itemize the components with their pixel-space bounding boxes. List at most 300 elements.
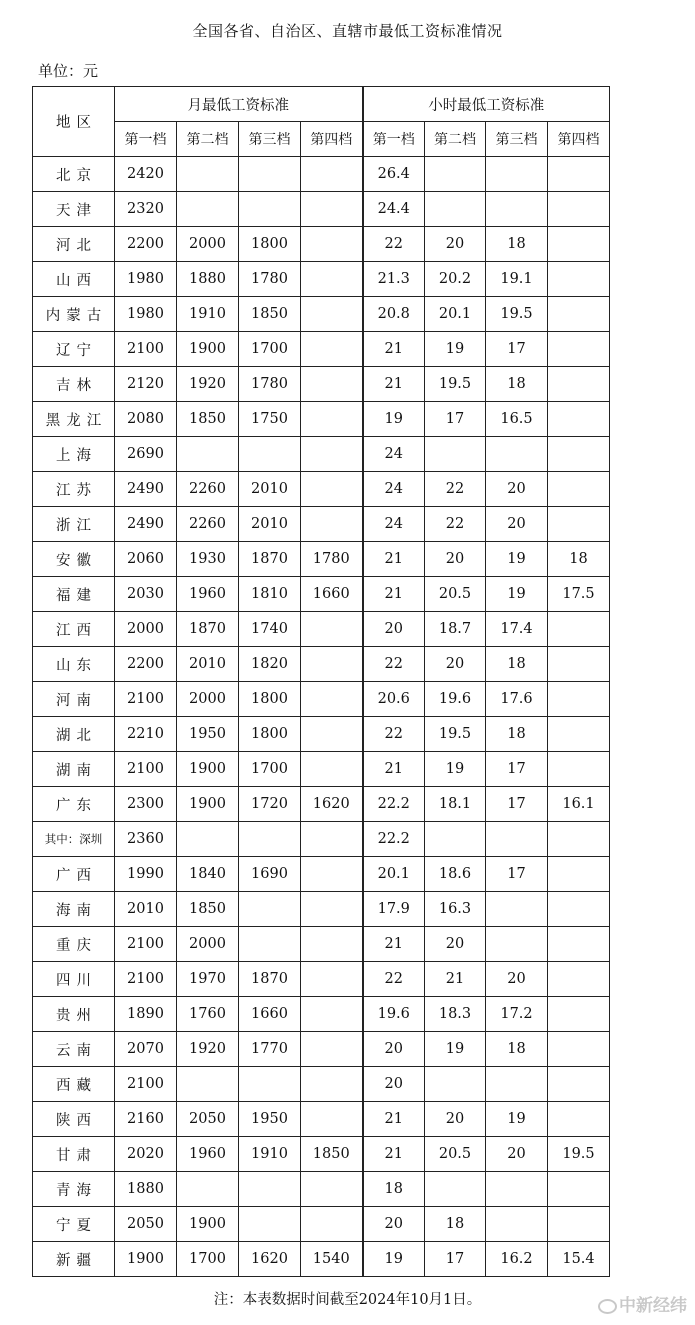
hourly-value-cell: [548, 507, 610, 542]
monthly-value-cell: 2100: [115, 962, 177, 997]
monthly-value-cell: 2080: [115, 402, 177, 437]
table-row: [33, 1102, 610, 1137]
hourly-value-cell: [425, 822, 486, 857]
hourly-value-cell: 19: [425, 1032, 486, 1067]
monthly-value-cell: 1660: [239, 997, 301, 1032]
monthly-value-cell: [301, 227, 363, 262]
monthly-value-cell: 1920: [177, 367, 239, 402]
monthly-value-cell: 1620: [239, 1242, 301, 1277]
region-cell: 广西: [33, 857, 115, 892]
hourly-value-cell: 20: [363, 1067, 425, 1102]
monthly-value-cell: 2200: [115, 227, 177, 262]
monthly-value-cell: 1810: [239, 577, 301, 612]
region-cell: 江西: [33, 612, 115, 647]
monthly-value-cell: 1780: [239, 367, 301, 402]
monthly-value-cell: 1700: [239, 752, 301, 787]
footnote: 注：本表数据时间截至2024年10月1日。: [213, 1292, 482, 1308]
hourly-value-cell: [548, 227, 610, 262]
monthly-value-cell: 1740: [239, 612, 301, 647]
monthly-value-cell: 1880: [177, 262, 239, 297]
hourly-value-cell: 20: [486, 1137, 548, 1172]
monthly-value-cell: 1870: [239, 962, 301, 997]
region-cell: 辽宁: [33, 332, 115, 367]
monthly-value-cell: [301, 822, 363, 857]
monthly-value-cell: [301, 612, 363, 647]
monthly-value-cell: [177, 822, 239, 857]
region-cell: 宁夏: [33, 1207, 115, 1242]
hourly-value-cell: [548, 1207, 610, 1242]
hourly-value-cell: 17: [486, 857, 548, 892]
table-title: 全国各省、自治区、直辖市最低工资标准情况: [192, 22, 503, 40]
hourly-value-cell: [425, 1067, 486, 1102]
hourly-value-cell: [548, 752, 610, 787]
monthly-value-cell: 1780: [301, 542, 363, 577]
table-row: [33, 1207, 610, 1242]
hourly-value-cell: 20: [425, 1102, 486, 1137]
monthly-value-cell: 2050: [177, 1102, 239, 1137]
monthly-value-cell: 2010: [115, 892, 177, 927]
monthly-value-cell: 2100: [115, 1067, 177, 1102]
monthly-value-cell: [239, 437, 301, 472]
monthly-value-cell: 2490: [115, 507, 177, 542]
table-row: [33, 612, 610, 647]
hourly-value-cell: [548, 402, 610, 437]
hourly-value-cell: 20.5: [425, 1137, 486, 1172]
region-cell: 内蒙古: [33, 297, 115, 332]
monthly-value-cell: 2000: [115, 612, 177, 647]
monthly-value-cell: [239, 1067, 301, 1102]
hourly-value-cell: 21.3: [363, 262, 425, 297]
table-row: [33, 1242, 610, 1277]
monthly-value-cell: 1900: [177, 752, 239, 787]
hourly-value-cell: 20.2: [425, 262, 486, 297]
unit-label: 单位：元: [38, 62, 99, 80]
hourly-value-cell: [486, 822, 548, 857]
hourly-value-cell: 17.4: [486, 612, 548, 647]
monthly-value-cell: [177, 437, 239, 472]
hourly-value-cell: 21: [363, 1137, 425, 1172]
monthly-value-cell: 2260: [177, 472, 239, 507]
monthly-value-cell: 1970: [177, 962, 239, 997]
monthly-value-cell: [301, 752, 363, 787]
monthly-value-cell: 2060: [115, 542, 177, 577]
hourly-value-cell: 20: [425, 927, 486, 962]
monthly-value-cell: 1990: [115, 857, 177, 892]
hourly-tier-header: 第二档: [425, 122, 486, 157]
monthly-value-cell: 1920: [177, 1032, 239, 1067]
table-body: [33, 157, 610, 1277]
hourly-value-cell: 19: [363, 402, 425, 437]
monthly-value-cell: 2210: [115, 717, 177, 752]
hourly-value-cell: [548, 1102, 610, 1137]
hourly-value-cell: 20: [425, 542, 486, 577]
table-row: [33, 647, 610, 682]
hourly-value-cell: 24: [363, 472, 425, 507]
monthly-value-cell: 2100: [115, 682, 177, 717]
monthly-value-cell: 1900: [115, 1242, 177, 1277]
monthly-value-cell: 1980: [115, 262, 177, 297]
hourly-value-cell: [548, 367, 610, 402]
table-row: [33, 822, 610, 857]
hourly-value-cell: [486, 927, 548, 962]
hourly-value-cell: [548, 717, 610, 752]
table-row: [33, 1172, 610, 1207]
hourly-value-cell: 20.1: [425, 297, 486, 332]
hourly-value-cell: 20.6: [363, 682, 425, 717]
region-cell: 吉林: [33, 367, 115, 402]
monthly-value-cell: 1850: [239, 297, 301, 332]
monthly-value-cell: 1700: [239, 332, 301, 367]
monthly-value-cell: 2070: [115, 1032, 177, 1067]
monthly-value-cell: 2100: [115, 927, 177, 962]
hourly-value-cell: 19.6: [425, 682, 486, 717]
table-row: [33, 402, 610, 437]
region-cell: 天津: [33, 192, 115, 227]
hourly-value-cell: 17.2: [486, 997, 548, 1032]
monthly-value-cell: 2050: [115, 1207, 177, 1242]
monthly-value-cell: 2010: [239, 507, 301, 542]
header-row-tiers: [33, 122, 610, 157]
hourly-value-cell: 20: [486, 472, 548, 507]
hourly-value-cell: [548, 857, 610, 892]
table-row: [33, 857, 610, 892]
hourly-value-cell: [548, 192, 610, 227]
hourly-value-cell: [548, 997, 610, 1032]
region-cell: 黑龙江: [33, 402, 115, 437]
monthly-value-cell: 2000: [177, 682, 239, 717]
hourly-value-cell: 17: [486, 752, 548, 787]
hourly-value-cell: [486, 1172, 548, 1207]
hourly-value-cell: 19: [425, 752, 486, 787]
table-row: [33, 682, 610, 717]
monthly-value-cell: 2160: [115, 1102, 177, 1137]
region-cell: 湖北: [33, 717, 115, 752]
monthly-value-cell: 2420: [115, 157, 177, 192]
monthly-value-cell: 2000: [177, 227, 239, 262]
hourly-value-cell: 19: [486, 1102, 548, 1137]
monthly-value-cell: 1850: [177, 402, 239, 437]
hourly-value-cell: 18: [486, 227, 548, 262]
hourly-value-cell: 20: [486, 507, 548, 542]
monthly-value-cell: [239, 927, 301, 962]
monthly-value-cell: 1660: [301, 577, 363, 612]
region-cell: 上海: [33, 437, 115, 472]
region-cell: 北京: [33, 157, 115, 192]
monthly-value-cell: [301, 437, 363, 472]
hourly-value-cell: [425, 1172, 486, 1207]
hourly-value-cell: 20: [363, 1207, 425, 1242]
hourly-value-cell: 18: [486, 717, 548, 752]
monthly-value-cell: 2260: [177, 507, 239, 542]
monthly-value-cell: 1900: [177, 1207, 239, 1242]
hourly-value-cell: 22: [425, 472, 486, 507]
monthly-value-cell: [301, 717, 363, 752]
minimum-wage-table: [32, 86, 610, 1277]
region-header: 地区: [33, 87, 115, 157]
hourly-value-cell: 20.5: [425, 577, 486, 612]
monthly-value-cell: 2200: [115, 647, 177, 682]
monthly-value-cell: 1800: [239, 682, 301, 717]
hourly-value-cell: [486, 1067, 548, 1102]
hourly-value-cell: 17.6: [486, 682, 548, 717]
hourly-value-cell: 19.6: [363, 997, 425, 1032]
monthly-value-cell: 2010: [177, 647, 239, 682]
hourly-value-cell: 20: [425, 647, 486, 682]
hourly-value-cell: 24: [363, 437, 425, 472]
hourly-value-cell: 16.1: [548, 787, 610, 822]
table-row: [33, 227, 610, 262]
monthly-header: 月最低工资标准: [115, 87, 363, 122]
monthly-value-cell: [301, 927, 363, 962]
hourly-tier-header: 第三档: [486, 122, 548, 157]
hourly-value-cell: 21: [363, 752, 425, 787]
monthly-value-cell: 2320: [115, 192, 177, 227]
hourly-value-cell: [486, 157, 548, 192]
hourly-value-cell: 24: [363, 507, 425, 542]
region-cell: 云南: [33, 1032, 115, 1067]
monthly-value-cell: 2300: [115, 787, 177, 822]
hourly-value-cell: [548, 332, 610, 367]
hourly-value-cell: 18: [425, 1207, 486, 1242]
watermark: [598, 1291, 687, 1316]
hourly-value-cell: [425, 437, 486, 472]
hourly-value-cell: [548, 927, 610, 962]
monthly-value-cell: [239, 1207, 301, 1242]
monthly-value-cell: 2690: [115, 437, 177, 472]
hourly-value-cell: 21: [363, 927, 425, 962]
table-row: [33, 752, 610, 787]
monthly-value-cell: 1980: [115, 297, 177, 332]
weibo-logo-icon: [598, 1299, 617, 1314]
hourly-value-cell: 18: [363, 1172, 425, 1207]
table-row: [33, 927, 610, 962]
region-cell: 福建: [33, 577, 115, 612]
hourly-value-cell: [548, 962, 610, 997]
hourly-value-cell: [486, 892, 548, 927]
monthly-value-cell: [177, 192, 239, 227]
hourly-value-cell: 16.5: [486, 402, 548, 437]
monthly-value-cell: 1840: [177, 857, 239, 892]
hourly-value-cell: 20: [425, 227, 486, 262]
monthly-tier-header: 第一档: [115, 122, 177, 157]
hourly-value-cell: 22: [363, 717, 425, 752]
hourly-tier-header: 第一档: [363, 122, 425, 157]
monthly-value-cell: [239, 1172, 301, 1207]
hourly-value-cell: 21: [425, 962, 486, 997]
table-row: [33, 367, 610, 402]
hourly-value-cell: [548, 437, 610, 472]
table-row: [33, 1067, 610, 1102]
hourly-value-cell: 19.5: [425, 367, 486, 402]
monthly-value-cell: 1870: [177, 612, 239, 647]
table-row: [33, 297, 610, 332]
monthly-value-cell: [301, 1032, 363, 1067]
hourly-value-cell: [548, 1067, 610, 1102]
region-cell: 海南: [33, 892, 115, 927]
monthly-value-cell: 1910: [239, 1137, 301, 1172]
monthly-value-cell: 1770: [239, 1032, 301, 1067]
hourly-value-cell: [486, 192, 548, 227]
region-cell: 西藏: [33, 1067, 115, 1102]
table-row: [33, 717, 610, 752]
hourly-value-cell: 17.5: [548, 577, 610, 612]
region-cell: 山西: [33, 262, 115, 297]
table-row: [33, 472, 610, 507]
hourly-value-cell: [548, 1172, 610, 1207]
monthly-value-cell: [239, 192, 301, 227]
monthly-value-cell: [301, 507, 363, 542]
hourly-value-cell: 21: [363, 1102, 425, 1137]
hourly-value-cell: 16.3: [425, 892, 486, 927]
hourly-value-cell: 19.5: [486, 297, 548, 332]
region-cell: 江苏: [33, 472, 115, 507]
monthly-value-cell: 1800: [239, 717, 301, 752]
hourly-value-cell: 22.2: [363, 822, 425, 857]
hourly-value-cell: [548, 892, 610, 927]
monthly-value-cell: [301, 892, 363, 927]
table-row: [33, 192, 610, 227]
hourly-value-cell: [548, 262, 610, 297]
hourly-value-cell: [486, 437, 548, 472]
region-cell: 四川: [33, 962, 115, 997]
table-row: [33, 507, 610, 542]
hourly-value-cell: [548, 682, 610, 717]
hourly-value-cell: [425, 192, 486, 227]
table-row: [33, 997, 610, 1032]
hourly-value-cell: 18: [548, 542, 610, 577]
hourly-value-cell: 19: [486, 577, 548, 612]
hourly-value-cell: 18: [486, 1032, 548, 1067]
hourly-value-cell: 17: [486, 332, 548, 367]
region-cell: 新疆: [33, 1242, 115, 1277]
monthly-value-cell: [239, 892, 301, 927]
monthly-value-cell: [301, 402, 363, 437]
monthly-value-cell: [301, 332, 363, 367]
monthly-value-cell: 2100: [115, 332, 177, 367]
monthly-value-cell: 2020: [115, 1137, 177, 1172]
monthly-tier-header: 第三档: [239, 122, 301, 157]
region-cell: 山东: [33, 647, 115, 682]
hourly-value-cell: 18.6: [425, 857, 486, 892]
hourly-value-cell: 21: [363, 577, 425, 612]
monthly-value-cell: 2000: [177, 927, 239, 962]
monthly-value-cell: [177, 1067, 239, 1102]
hourly-value-cell: 18: [486, 367, 548, 402]
region-cell: 陕西: [33, 1102, 115, 1137]
monthly-value-cell: 2360: [115, 822, 177, 857]
monthly-value-cell: 1900: [177, 332, 239, 367]
region-cell: 青海: [33, 1172, 115, 1207]
monthly-value-cell: [301, 1067, 363, 1102]
region-cell: 安徽: [33, 542, 115, 577]
hourly-value-cell: [548, 822, 610, 857]
hourly-value-cell: 20.8: [363, 297, 425, 332]
monthly-value-cell: [301, 997, 363, 1032]
monthly-value-cell: 1690: [239, 857, 301, 892]
monthly-value-cell: 1720: [239, 787, 301, 822]
hourly-value-cell: 16.2: [486, 1242, 548, 1277]
hourly-value-cell: 19: [363, 1242, 425, 1277]
hourly-value-cell: 17: [425, 402, 486, 437]
region-cell: 甘肃: [33, 1137, 115, 1172]
hourly-value-cell: 17.9: [363, 892, 425, 927]
region-cell: 河南: [33, 682, 115, 717]
monthly-value-cell: [177, 1172, 239, 1207]
monthly-value-cell: 1760: [177, 997, 239, 1032]
monthly-value-cell: 1750: [239, 402, 301, 437]
hourly-value-cell: 19.5: [425, 717, 486, 752]
hourly-value-cell: 20: [486, 962, 548, 997]
hourly-header: 小时最低工资标准: [363, 87, 610, 122]
monthly-value-cell: [301, 647, 363, 682]
monthly-value-cell: 1880: [115, 1172, 177, 1207]
monthly-value-cell: [301, 192, 363, 227]
hourly-value-cell: 20.1: [363, 857, 425, 892]
hourly-value-cell: 19: [425, 332, 486, 367]
hourly-value-cell: 18.1: [425, 787, 486, 822]
table-row: [33, 542, 610, 577]
monthly-value-cell: 2010: [239, 472, 301, 507]
region-cell: 浙江: [33, 507, 115, 542]
hourly-value-cell: 20: [363, 612, 425, 647]
monthly-value-cell: 1950: [177, 717, 239, 752]
hourly-value-cell: 20: [363, 1032, 425, 1067]
monthly-value-cell: 1930: [177, 542, 239, 577]
hourly-value-cell: 18: [486, 647, 548, 682]
hourly-value-cell: 19.1: [486, 262, 548, 297]
hourly-value-cell: [548, 1032, 610, 1067]
hourly-value-cell: 19: [486, 542, 548, 577]
monthly-value-cell: [301, 1102, 363, 1137]
monthly-value-cell: [301, 682, 363, 717]
monthly-value-cell: 1620: [301, 787, 363, 822]
hourly-tier-header: 第四档: [548, 122, 610, 157]
monthly-value-cell: 2030: [115, 577, 177, 612]
hourly-value-cell: [425, 157, 486, 192]
monthly-value-cell: 1870: [239, 542, 301, 577]
hourly-value-cell: 22: [425, 507, 486, 542]
table-row: [33, 962, 610, 997]
hourly-value-cell: 15.4: [548, 1242, 610, 1277]
monthly-value-cell: [301, 157, 363, 192]
table-row: [33, 1137, 610, 1172]
monthly-value-cell: 1540: [301, 1242, 363, 1277]
monthly-value-cell: [301, 297, 363, 332]
hourly-value-cell: [486, 1207, 548, 1242]
monthly-value-cell: 2100: [115, 752, 177, 787]
hourly-value-cell: 24.4: [363, 192, 425, 227]
monthly-value-cell: 1900: [177, 787, 239, 822]
hourly-value-cell: [548, 157, 610, 192]
region-cell: 湖南: [33, 752, 115, 787]
hourly-value-cell: 18.7: [425, 612, 486, 647]
monthly-value-cell: [301, 857, 363, 892]
monthly-value-cell: [239, 822, 301, 857]
monthly-value-cell: 1890: [115, 997, 177, 1032]
monthly-tier-header: 第四档: [301, 122, 363, 157]
table-row: [33, 577, 610, 612]
region-cell: 其中：深圳: [33, 822, 115, 857]
hourly-value-cell: 21: [363, 367, 425, 402]
watermark-text: 中新经纬: [619, 1296, 687, 1316]
monthly-value-cell: 1960: [177, 577, 239, 612]
table-row: [33, 1032, 610, 1067]
table-row: [33, 332, 610, 367]
hourly-value-cell: 17: [486, 787, 548, 822]
monthly-value-cell: 1780: [239, 262, 301, 297]
hourly-value-cell: 19.5: [548, 1137, 610, 1172]
monthly-value-cell: [301, 1172, 363, 1207]
